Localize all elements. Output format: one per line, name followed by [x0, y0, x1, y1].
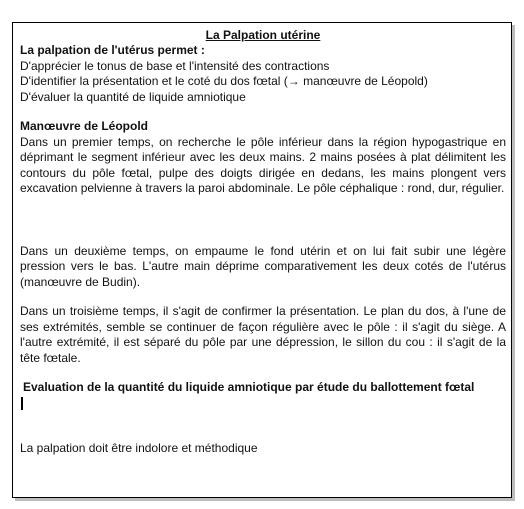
document-body: [20, 28, 506, 456]
paragraph-third-step: Dans un troisième temps, il s'agit de confirmer la présentation. Le plan du dos, à l'une de ses extrémités, semble se continuer de façon régulière avec le pôle : il s'agit du siège. A l'autre extrémité, il est séparé du pôle par une dépression, le sillon du cou : il s'agit de la tête fœtale.: [20, 304, 506, 365]
section-heading-leopold: Manœuvre de Léopold: [20, 119, 149, 133]
list-item: D'identifier la présentation et le coté du dos fœtal (→ manœuvre de Léopold): [20, 74, 428, 88]
section-heading-evaluation: Evaluation de la quantité du liquide amniotique par étude du ballottement fœtal: [23, 380, 475, 394]
text-cursor-line[interactable]: [20, 396, 506, 412]
list-item: D'apprécier le tonus de base et l'intensité des contractions: [20, 58, 330, 73]
list-item: D'évaluer la quantité de liquide amniotique: [20, 89, 246, 104]
section-heading-palpation: La palpation de l'utérus permet :: [20, 43, 205, 57]
paragraph-second-step: Dans un deuxième temps, on empaume le fond utérin et on lui fait subir une légère pression vers le bas. L'autre main déprime comparativement les deux cotés de l'utérus (manœuvre de Budin).: [20, 243, 506, 289]
footer-note: La palpation doit être indolore et méthodique: [20, 440, 258, 455]
text-cursor: [21, 397, 23, 410]
paragraph-first-step: Dans un premier temps, on recherche le pôle inférieur dans la région hypogastrique en déprimant le segment inférieur avec les deux mains. 2 mains posées à plat délimitent les contours du pôle fœtal, pulpe des doigts dirigée en dedans, les mains plongent vers excavation pelvienne à travers la paroi abdominale. Le pôle céphalique : rond, dur, régulier.: [20, 134, 506, 195]
document-title: La Palpation utérine: [205, 28, 321, 42]
